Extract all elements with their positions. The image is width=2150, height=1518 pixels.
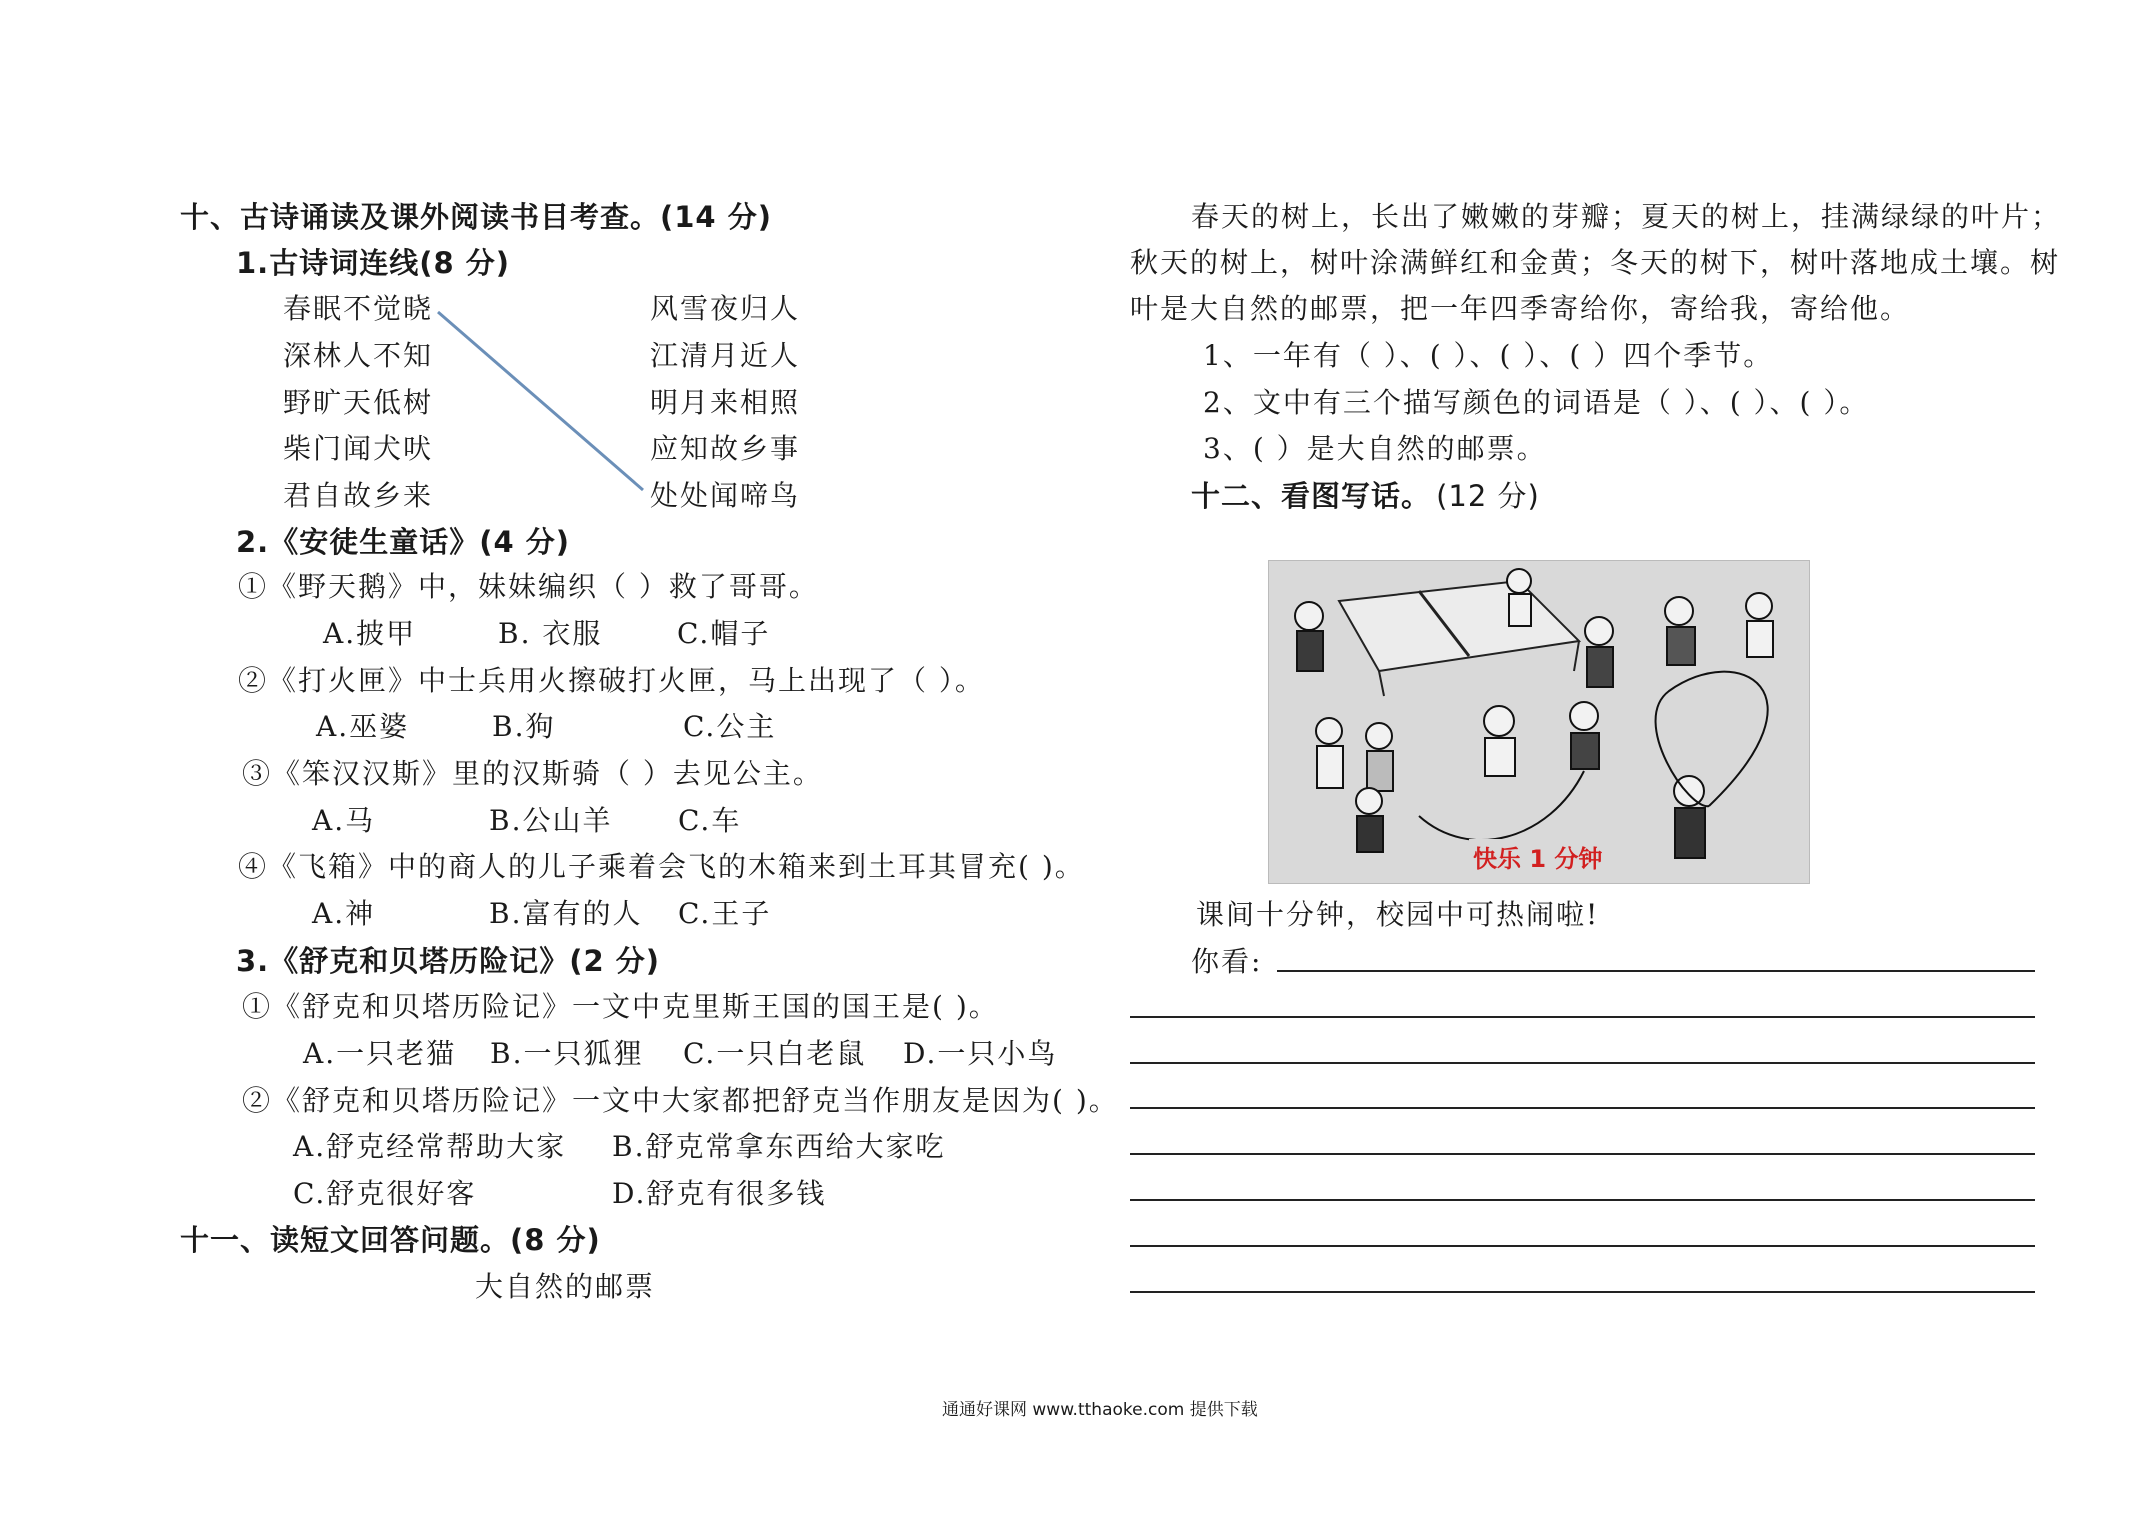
q3-item1-question: ①《舒克和贝塔历险记》一文中克里斯王国的国王是( )。 xyxy=(242,990,999,1023)
q2-item3-option-b[interactable]: B.公山羊 xyxy=(489,804,613,837)
q2-item4-question: ④《飞箱》中的商人的儿子乘着会飞的木箱来到土耳其冒充( )。 xyxy=(238,850,1085,883)
footer-credit: 通通好课网 www.tthaoke.com 提供下载 xyxy=(942,1400,1258,1420)
section12-heading: 十二、看图写话。 xyxy=(1191,479,1432,513)
passage-line-3: 叶是大自然的邮票，把一年四季寄给你，寄给我，寄给他。 xyxy=(1130,292,1911,325)
q2-item4-option-c[interactable]: C.王子 xyxy=(678,897,772,930)
picture-caption: 快乐 1 分钟 xyxy=(1469,839,1606,874)
q2-item1-question: ①《野天鹅》中，妹妹编织（ ）救了哥哥。 xyxy=(238,570,819,603)
passage-question-1: 1、一年有（ ）、( ）、( ）、( ）四个季节。 xyxy=(1203,339,1774,372)
q3-item2-option-a[interactable]: A.舒克经常帮助大家 xyxy=(293,1130,567,1163)
q2-item4-option-a[interactable]: A.神 xyxy=(312,897,376,930)
q3-item2-option-d[interactable]: D.舒克有很多钱 xyxy=(612,1177,827,1210)
section10-heading: 十、古诗诵读及课外阅读书目考查。(14 分) xyxy=(180,200,772,234)
poem-right-3[interactable]: 明月来相照 xyxy=(650,386,801,419)
q2-item3-option-c[interactable]: C.车 xyxy=(678,804,742,837)
writing-line-4[interactable] xyxy=(1130,1107,2035,1109)
q3-item2-option-b[interactable]: B.舒克常拿东西给大家吃 xyxy=(612,1130,946,1163)
section11-heading: 十一、读短文回答问题。(8 分) xyxy=(180,1223,601,1257)
writing-prompt-text: 课间十分钟，校园中可热闹啦! xyxy=(1196,898,1600,931)
writing-line-3[interactable] xyxy=(1130,1062,2035,1064)
poem-right-1[interactable]: 风雪夜归人 xyxy=(650,292,801,325)
writing-line-7[interactable] xyxy=(1130,1245,2035,1247)
writing-line-6[interactable] xyxy=(1130,1199,2035,1201)
q3-item1-option-c[interactable]: C.一只白老鼠 xyxy=(683,1037,867,1070)
q3-item1-option-a[interactable]: A.一只老猫 xyxy=(303,1037,457,1070)
writing-prompt-picture xyxy=(1268,560,1810,884)
q2-item2-option-b[interactable]: B.狗 xyxy=(492,710,556,743)
q2-item2-option-a[interactable]: A.巫婆 xyxy=(316,710,410,743)
poem-left-3[interactable]: 野旷天低树 xyxy=(283,386,434,419)
q2-item3-option-a[interactable]: A.马 xyxy=(312,804,376,837)
passage-question-3: 3、( ）是大自然的邮票。 xyxy=(1203,432,1547,465)
passage-line-2: 秋天的树上，树叶涂满鲜红和金黄；冬天的树下，树叶落地成土壤。树 xyxy=(1130,246,2061,279)
q2-item4-option-b[interactable]: B.富有的人 xyxy=(489,897,643,930)
q2-item3-question: ③《笨汉汉斯》里的汉斯骑（ ）去见公主。 xyxy=(242,757,823,790)
poem-left-5[interactable]: 君自故乡来 xyxy=(283,479,434,512)
passage-question-2: 2、文中有三个描写颜色的词语是（ ）、( ）、( ）。 xyxy=(1203,386,1870,419)
writing-line-2[interactable] xyxy=(1130,1016,2035,1018)
q2-item2-option-c[interactable]: C.公主 xyxy=(683,710,777,743)
poem-left-4[interactable]: 柴门闻犬吠 xyxy=(283,432,434,465)
q3-item2-question: ②《舒克和贝塔历险记》一文中大家都把舒克当作朋友是因为( )。 xyxy=(242,1084,1119,1117)
writing-line-5[interactable] xyxy=(1130,1153,2035,1155)
q2-item2-question: ②《打火匣》中士兵用火擦破打火匣，马上出现了（ ）。 xyxy=(238,664,985,697)
section12-points: (12 分) xyxy=(1436,479,1540,513)
q2-item1-option-c[interactable]: C.帽子 xyxy=(677,617,771,650)
q3-item1-option-d[interactable]: D.一只小鸟 xyxy=(903,1037,1058,1070)
q2-item1-option-a[interactable]: A.披甲 xyxy=(323,617,417,650)
passage-line-1: 春天的树上，长出了嫩嫩的芽瓣；夏天的树上，挂满绿绿的叶片； xyxy=(1191,200,2062,233)
writing-lead: 你看: xyxy=(1191,945,1263,978)
poem-right-5[interactable]: 处处闻啼鸟 xyxy=(650,479,801,512)
section12-heading-row xyxy=(1191,476,1540,516)
poem-left-1[interactable]: 春眠不觉晓 xyxy=(283,292,434,325)
poem-right-4[interactable]: 应知故乡事 xyxy=(650,432,801,465)
passage-title: 大自然的邮票 xyxy=(475,1270,656,1303)
q2-item1-option-b[interactable]: B. 衣服 xyxy=(498,617,603,650)
q3-title: 3.《舒克和贝塔历险记》(2 分) xyxy=(236,944,660,978)
q3-item1-option-b[interactable]: B.一只狐狸 xyxy=(490,1037,644,1070)
writing-line-1[interactable] xyxy=(1277,970,2035,972)
q2-title: 2.《安徒生童话》(4 分) xyxy=(236,525,570,559)
poem-right-2[interactable]: 江清月近人 xyxy=(650,339,801,372)
playground-illustration xyxy=(1269,561,1809,883)
q1-title: 1.古诗词连线(8 分) xyxy=(236,246,510,280)
writing-line-8[interactable] xyxy=(1130,1291,2035,1293)
q3-item2-option-c[interactable]: C.舒克很好客 xyxy=(293,1177,477,1210)
poem-left-2[interactable]: 深林人不知 xyxy=(283,339,434,372)
